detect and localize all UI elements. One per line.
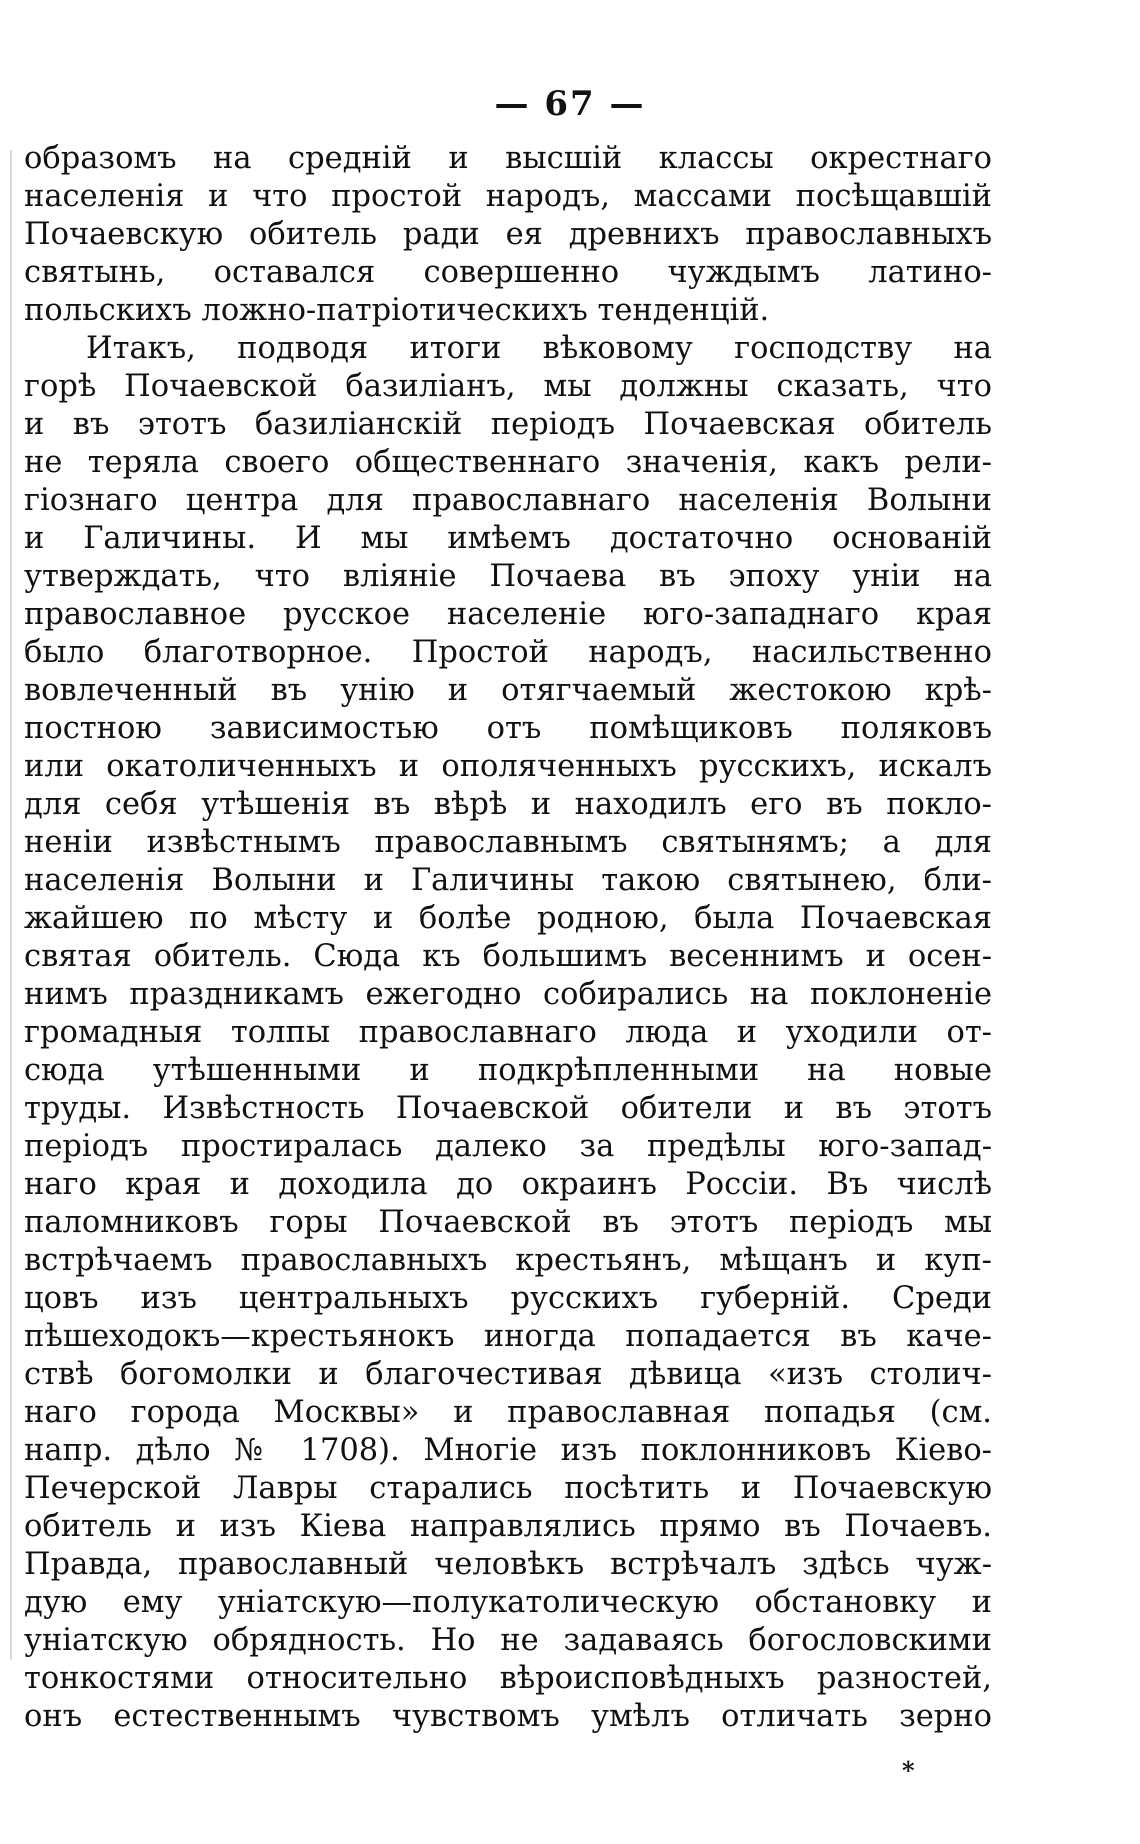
text-line: или окатоличенныхъ и ополяченныхъ русскихъ, искалъ xyxy=(24,749,992,784)
text-line: онъ естественнымъ чувствомъ умѣлъ отличать зерно xyxy=(24,1699,992,1734)
text-line: Почаевскую обитель ради ея древнихъ православныхъ xyxy=(24,217,992,252)
text-line: напр. дѣло № 1708). Многіе изъ поклонниковъ Кіево- xyxy=(24,1433,992,1468)
text-line: ствѣ богомолки и благочестивая дѣвица «изъ столич- xyxy=(24,1357,992,1392)
text-line: утверждать, что вліяніе Почаева въ эпоху уніи на xyxy=(24,559,992,594)
text-line: не теряла своего общественнаго значенія, какъ рели- xyxy=(24,445,992,480)
text-line: населенія Волыни и Галичины такою святынею, бли- xyxy=(24,863,992,898)
paragraph-start-line: Итакъ, подводя итоги вѣковому господству на xyxy=(86,331,992,366)
text-line: наго края и доходила до окраинъ Россіи. Въ числѣ xyxy=(24,1167,992,1202)
text-line: неніи извѣстнымъ православнымъ святынямъ; а для xyxy=(24,825,992,860)
text-line: паломниковъ горы Почаевской въ этотъ періодъ мы xyxy=(24,1205,992,1240)
text-line: періодъ простиралась далеко за предѣлы юго-запад- xyxy=(24,1129,992,1164)
text-line: жайшею по мѣсту и болѣе родною, была Почаевская xyxy=(24,901,992,936)
text-line: наго города Москвы» и православная попадья (см. xyxy=(24,1395,992,1430)
text-line: образомъ на средній и высшій классы окрестнаго xyxy=(24,141,992,176)
text-line: и въ этотъ базиліанскій періодъ Почаевская обитель xyxy=(24,407,992,442)
text-line: постною зависимостью отъ помѣщиковъ поляковъ xyxy=(24,711,992,746)
body-text xyxy=(24,140,992,1736)
text-line: громадныя толпы православнаго люда и уходили от- xyxy=(24,1015,992,1050)
text-line: святынь, оставался совершенно чуждымъ латино- xyxy=(24,255,992,290)
text-line: гіознаго центра для православнаго населенія Волыни xyxy=(24,483,992,518)
text-line: тонкостями относительно вѣроисповѣдныхъ разностей, xyxy=(24,1661,992,1696)
text-line: горѣ Почаевской базиліанъ, мы должны сказать, что xyxy=(24,369,992,404)
text-line: пѣшеходокъ—крестьянокъ иногда попадается въ каче- xyxy=(24,1319,992,1354)
text-line: дую ему уніатскую—полукатолическую обстановку и xyxy=(24,1585,992,1620)
text-line: православное русское населеніе юго-западнаго края xyxy=(24,597,992,632)
text-line: обитель и изъ Кіева направлялись прямо въ Почаевъ. xyxy=(24,1509,992,1544)
page-number: — 67 — xyxy=(494,84,646,124)
text-line: было благотворное. Простой народъ, насильственно xyxy=(24,635,992,670)
text-line: уніатскую обрядность. Но не задаваясь богословскими xyxy=(24,1623,992,1658)
text-line: труды. Извѣстность Почаевской обители и въ этотъ xyxy=(24,1091,992,1126)
text-line: польскихъ ложно-патріотическихъ тенденцій. xyxy=(24,293,770,328)
text-line: Правда, православный человѣкъ встрѣчалъ здѣсь чуж- xyxy=(24,1547,992,1582)
text-line: для себя утѣшенія въ вѣрѣ и находилъ его въ покло- xyxy=(24,787,992,822)
text-line: нимъ праздникамъ ежегодно собирались на поклоненіе xyxy=(24,977,992,1012)
text-line: святая обитель. Сюда къ большимъ весеннимъ и осен- xyxy=(24,939,992,974)
text-line: встрѣчаемъ православныхъ крестьянъ, мѣщанъ и куп- xyxy=(24,1243,992,1278)
text-line: сюда утѣшенными и подкрѣпленными на новые xyxy=(24,1053,992,1088)
binding-edge xyxy=(10,150,12,1660)
text-line: Печерской Лавры старались посѣтить и Почаевскую xyxy=(24,1471,992,1506)
text-line: и Галичины. И мы имѣемъ достаточно основаній xyxy=(24,521,992,556)
text-line: населенія и что простой народъ, массами посѣщавшій xyxy=(24,179,992,214)
text-line: цовъ изъ центральныхъ русскихъ губерній. Среди xyxy=(24,1281,992,1316)
signature-mark: * xyxy=(902,1756,915,1785)
text-line: вовлеченный въ унію и отягчаемый жестокою крѣ- xyxy=(24,673,992,708)
